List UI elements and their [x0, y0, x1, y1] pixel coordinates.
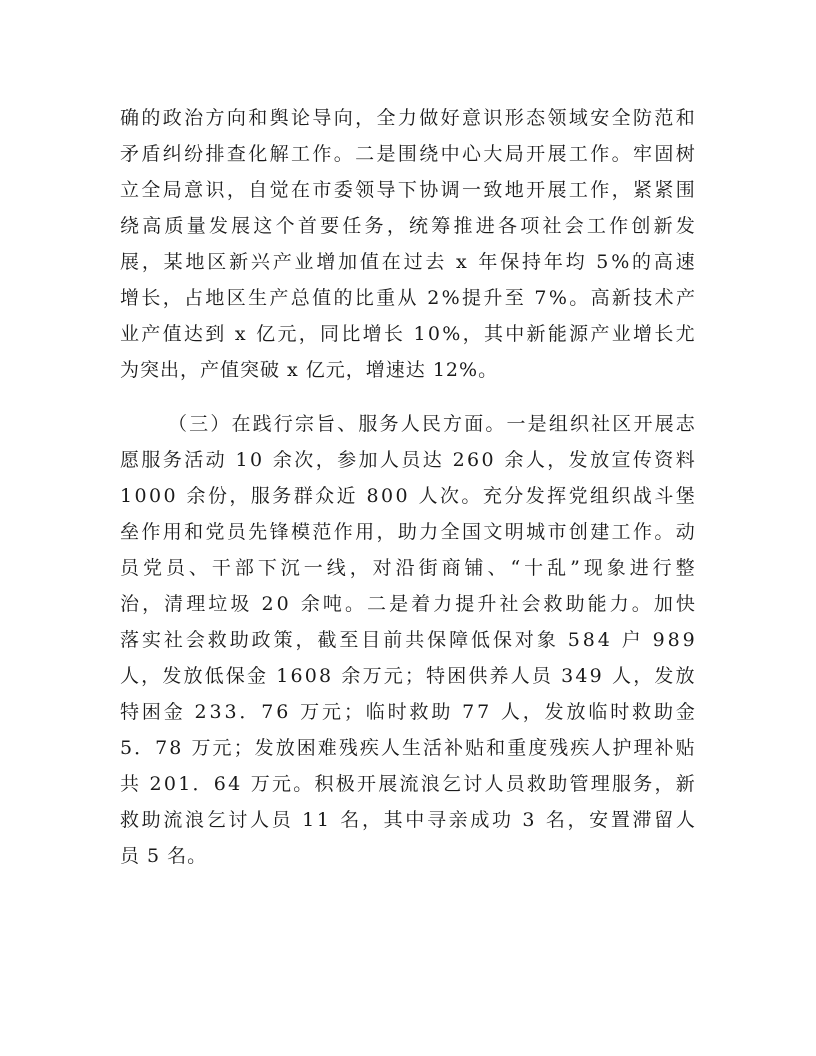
- text-line: 展 ， 某 地 区 新 兴 产 业 增 加 值 在 过 去 x 年 保 持 年 均 5 % 的 高 速: [120, 251, 696, 273]
- text-line: 为突出，产值突破 x 亿元，增速达 12%。: [120, 359, 499, 381]
- text-line: 救 助 流 浪 乞 讨 人 员 1 1 名 ， 其 中 寻 亲 成 功 3 名 ， 安 置 滞 留 人: [120, 809, 696, 831]
- text-line: 绕 高 质 量 发 展 这 个 首 要 任 务 ， 统 筹 推 进 各 项 社 会 工 作 创 新 发: [120, 215, 696, 237]
- text-line: 增 长 ， 占 地 区 生 产 总 值 的 比 重 从 2 % 提 升 至 7 % 。 高 新 技 术 产: [120, 287, 696, 309]
- text-line: 确 的 政 治 方 向 和 舆 论 导 向 ， 全 力 做 好 意 识 形 态 领 域 安 全 防 范 和: [120, 107, 696, 129]
- text-line: 治 ， 清 理 垃 圾 2 0 余 吨 。 二 是 着 力 提 升 社 会 救 助 能 力 。 加 快: [120, 593, 696, 615]
- text-line: 立 全 局 意 识 ， 自 觉 在 市 委 领 导 下 协 调 一 致 地 开 展 工 作 ， 紧 紧 围: [120, 179, 696, 201]
- text-line: 业 产 值 达 到 x 亿 元 ， 同 比 增 长 1 0 % ， 其 中 新 能 源 产 业 增 长 尤: [120, 323, 696, 345]
- text-line: 共 2 0 1 ． 6 4 万 元 。 积 极 开 展 流 浪 乞 讨 人 员 救 助 管 理 服 务 ， 新: [120, 773, 696, 795]
- text-line: 员 党 员 、 干 部 下 沉 一 线 ， 对 沿 街 商 铺 、 “ 十 乱 ” 现 象 进 行 整: [120, 557, 696, 579]
- text-line: 愿 服 务 活 动 1 0 余 次 ， 参 加 人 员 达 2 6 0 余 人 ， 发 放 宣 传 资 料: [120, 449, 696, 471]
- text-line: 垒 作 用 和 党 员 先 锋 模 范 作 用 ， 助 力 全 国 文 明 城 市 创 建 工 作 。 动: [120, 521, 696, 543]
- text-line: 落 实 社 会 救 助 政 策 ， 截 至 目 前 共 保 障 低 保 对 象 5 8 4 户 9 8 9: [120, 629, 696, 651]
- text-line: 矛 盾 纠 纷 排 查 化 解 工 作 。 二 是 围 绕 中 心 大 局 开 展 工 作 。 牢 固 树: [120, 143, 696, 165]
- text-line: 员 5 名。: [120, 845, 208, 867]
- text-line: 1 0 0 0 余 份 ， 服 务 群 众 近 8 0 0 人 次 。 充 分 发 挥 党 组 织 战 斗 堡: [120, 485, 696, 507]
- text-line: 5 ． 7 8 万 元 ； 发 放 困 难 残 疾 人 生 活 补 贴 和 重 度 残 疾 人 护 理 补 贴: [120, 737, 696, 759]
- text-line: 人 ， 发 放 低 保 金 1 6 0 8 余 万 元 ； 特 困 供 养 人 员 3 4 9 人 ， 发 放: [120, 665, 696, 687]
- text-line: 特 困 金 2 3 3 ． 7 6 万 元 ； 临 时 救 助 7 7 人 ， 发 放 临 时 救 助 金: [120, 701, 696, 723]
- paragraph-heading-line: （ 三 ） 在 践 行 宗 旨 、 服 务 人 民 方 面 。 一 是 组 织 社 区 开 展 志: [168, 413, 696, 435]
